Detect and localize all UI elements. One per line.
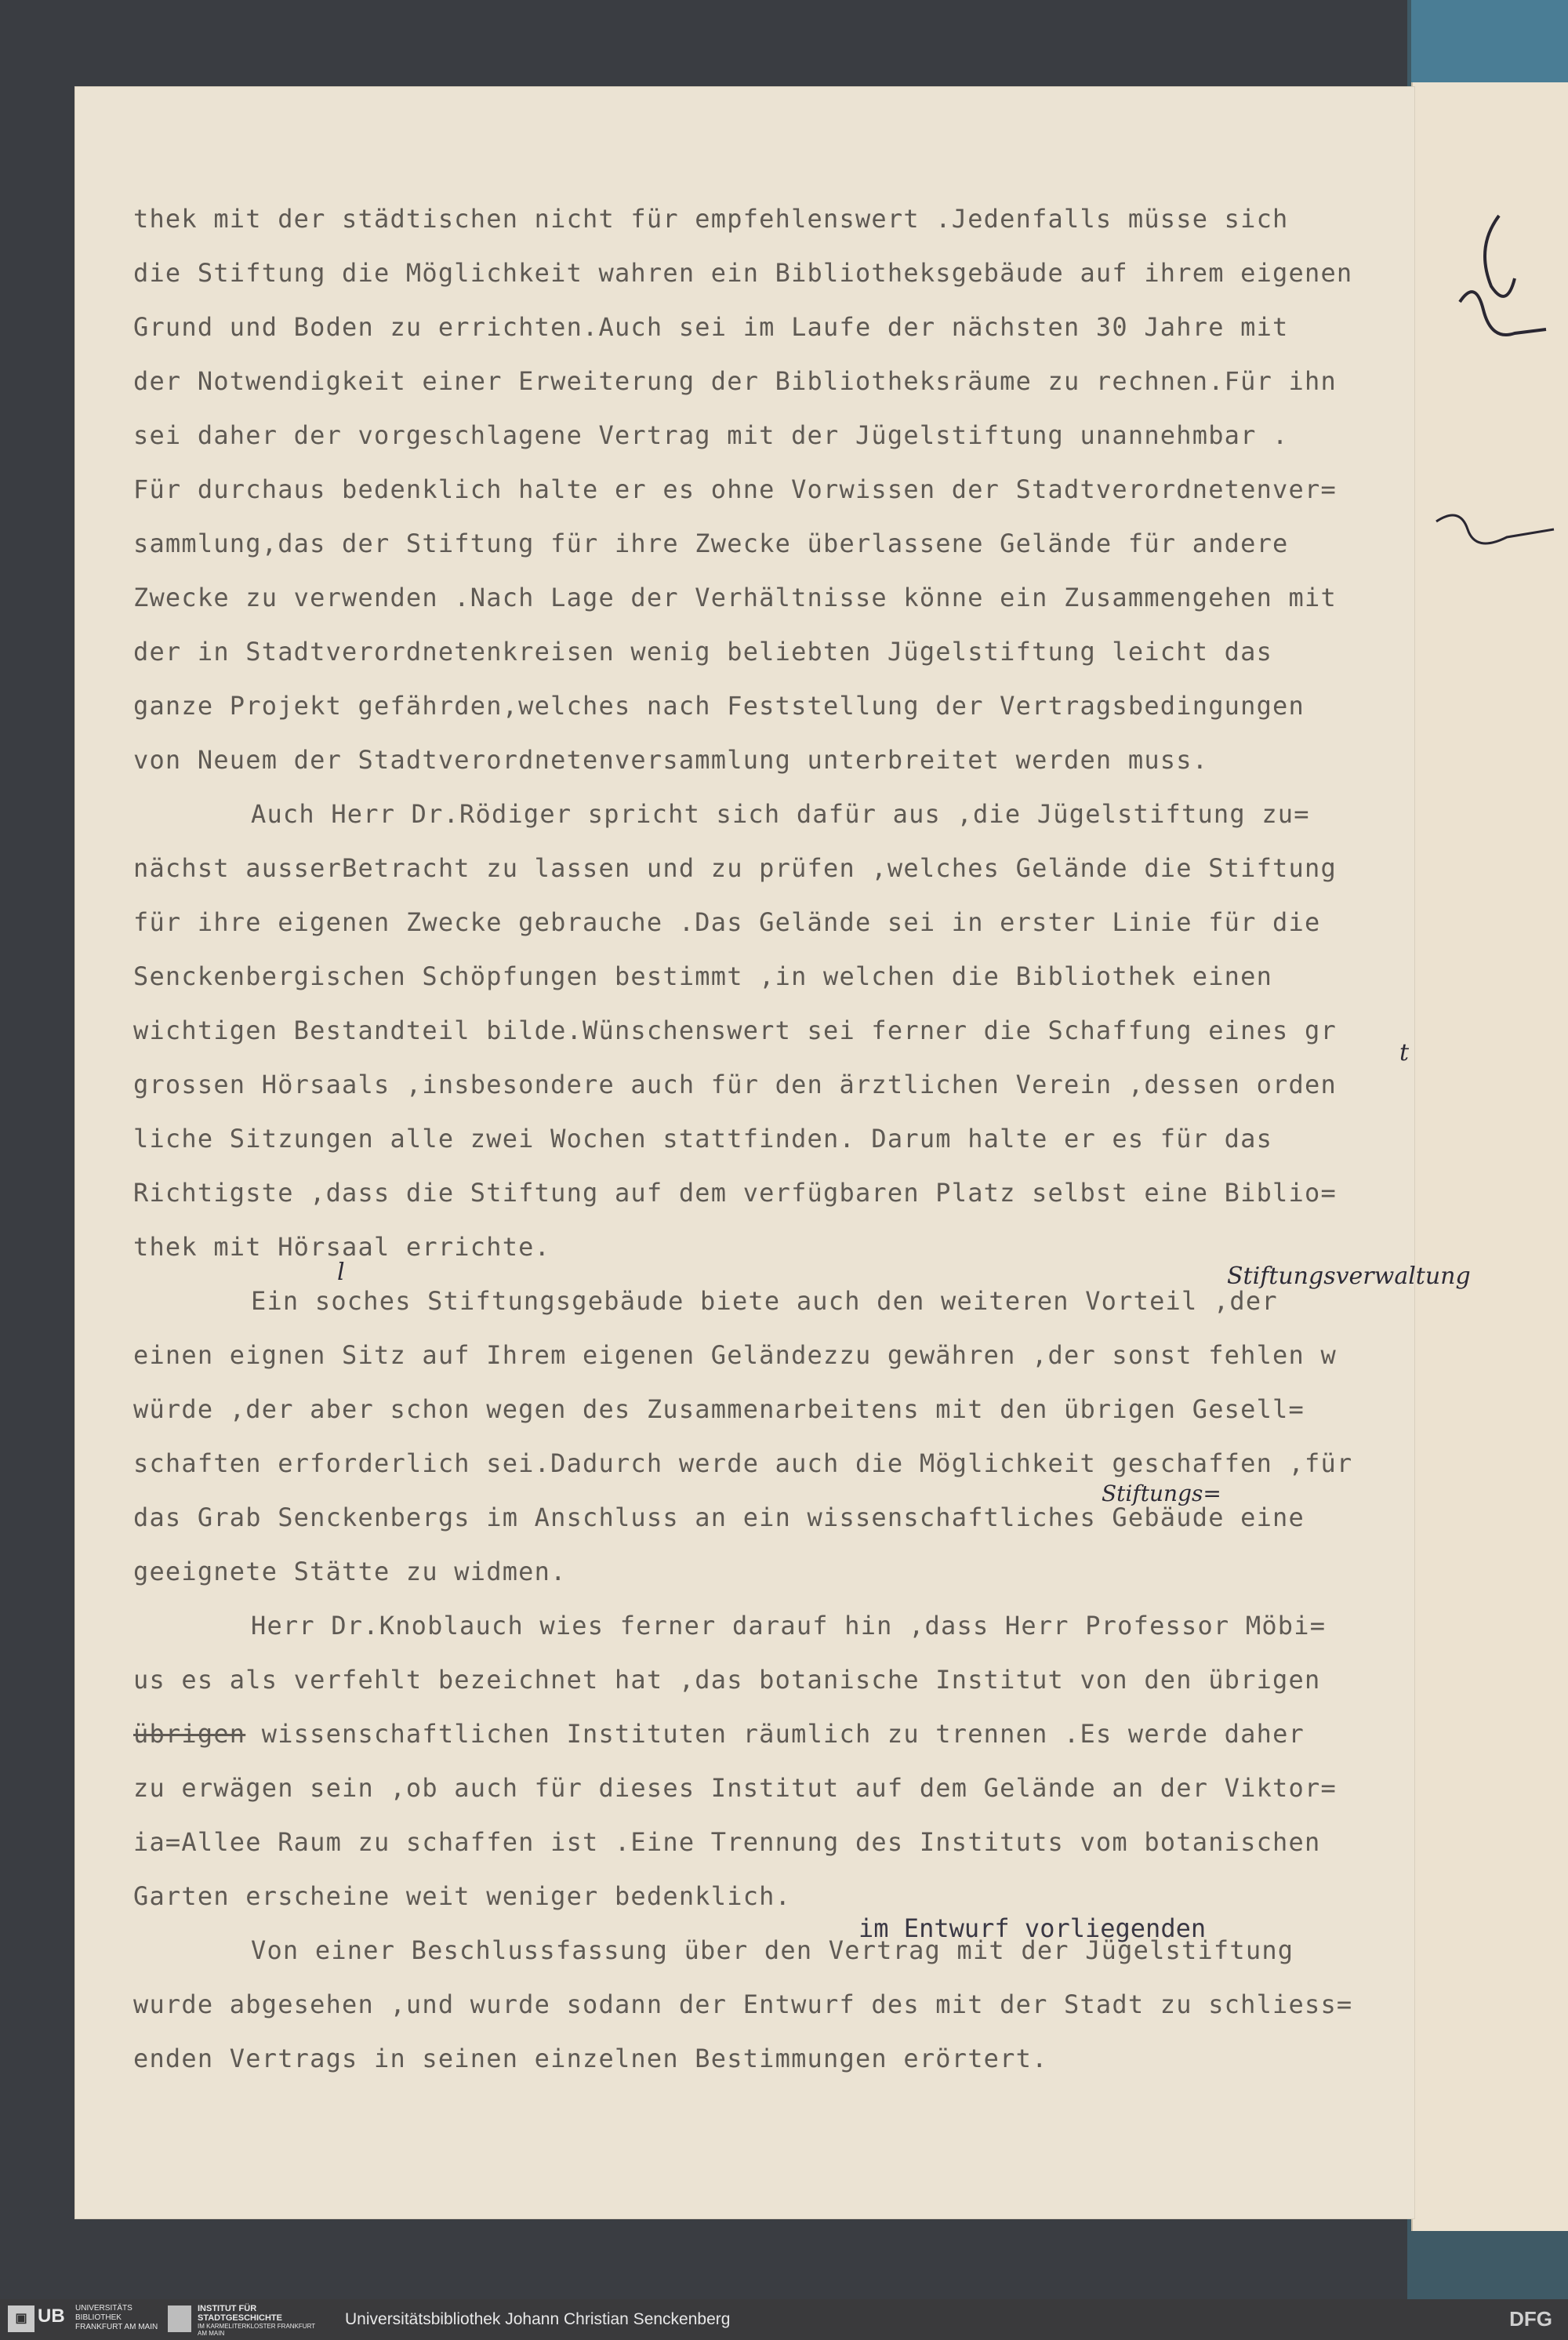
text-line: Von einer Beschlussfassung über den Vertrag mit der Jügelstiftung bbox=[251, 1935, 1294, 1965]
handwritten-stiftungs: Stiftungs= bbox=[1102, 1481, 1221, 1506]
text-line: geeignete Stätte zu widmen. bbox=[133, 1557, 567, 1586]
library-name: Universitätsbibliothek Johann Christian Senckenberg bbox=[345, 2310, 731, 2328]
isg-title: INSTITUT FÜR STADTGESCHICHTE bbox=[198, 2304, 282, 2323]
text-line: ia=Allee Raum zu schaffen ist .Eine Trennung des Instituts vom botanischen bbox=[133, 1827, 1321, 1857]
text-line: wurde abgesehen ,und wurde sodann der Entwurf des mit der Stadt zu schliess= bbox=[133, 1989, 1353, 2019]
text-line: sammlung,das der Stiftung für ihre Zwecke überlassene Gelände für andere bbox=[133, 529, 1289, 558]
text-line: us es als verfehlt bezeichnet hat ,das botanische Institut von den übrigen bbox=[133, 1665, 1321, 1695]
line-remainder: wissenschaftlichen Instituten räumlich zu trennen .Es werde daher bbox=[261, 1719, 1305, 1749]
text-line: zu erwägen sein ,ob auch für dieses Institut auf dem Gelände an der Viktor= bbox=[133, 1773, 1337, 1803]
text-line: würde ,der aber schon wegen des Zusammenarbeitens mit den übrigen Gesell= bbox=[133, 1394, 1305, 1424]
text-line: liche Sitzungen alle zwei Wochen stattfinden. Darum halte er es für das bbox=[133, 1124, 1273, 1154]
text-line: einen eignen Sitz auf Ihrem eigenen Geländezzu gewähren ,der sonst fehlen w bbox=[133, 1340, 1337, 1370]
handwritten-im-entwurf: im Entwurf vorliegenden bbox=[858, 1913, 1207, 1943]
footer-bar bbox=[0, 2299, 1568, 2340]
isg-name bbox=[198, 2304, 323, 2337]
text-line: der in Stadtverordnetenkreisen wenig beliebten Jügelstiftung leicht das bbox=[133, 637, 1273, 667]
text-line: Senckenbergischen Schöpfungen bestimmt ,in welchen die Bibliothek einen bbox=[133, 961, 1273, 991]
text-line: Grund und Boden zu errichten.Auch sei im Laufe der nächsten 30 Jahre mit bbox=[133, 312, 1289, 342]
handwritten-insertion-l: l bbox=[337, 1259, 345, 1286]
text-line: der Notwendigkeit einer Erweiterung der Bibliotheksräume zu rechnen.Für ihn bbox=[133, 366, 1337, 396]
typescript-text bbox=[133, 192, 1419, 2086]
text-line: schaften erforderlich sei.Dadurch werde auch die Möglichkeit geschaffen ,für bbox=[133, 1448, 1353, 1478]
handwritten-insertion-t: t bbox=[1399, 1039, 1410, 1066]
text-line bbox=[133, 1707, 1419, 1761]
struck-word: übrigen bbox=[133, 1719, 246, 1749]
text-line: Für durchaus bedenklich halte er es ohne Vorwissen der Stadtverordnetenver= bbox=[133, 474, 1337, 504]
adjacent-page-edge bbox=[1411, 82, 1568, 2231]
text-line: Richtigste ,dass die Stiftung auf dem verfügbaren Platz selbst eine Biblio= bbox=[133, 1178, 1337, 1208]
text-line: enden Vertrags in seinen einzelnen Bestimmungen erörtert. bbox=[133, 2044, 1048, 2073]
handwritten-stiftungsverwaltung: Stiftungsverwaltung bbox=[1227, 1263, 1471, 1290]
text-line: nächst ausserBetracht zu lassen und zu prüfen ,welches Gelände die Stiftung bbox=[133, 853, 1337, 883]
text-line: grossen Hörsaals ,insbesondere auch für den ärztlichen Verein ,dessen orden bbox=[133, 1070, 1337, 1099]
ub-logo-icon: ▣ bbox=[8, 2305, 34, 2332]
text-line: Auch Herr Dr.Rödiger spricht sich dafür aus ,die Jügelstiftung zu= bbox=[251, 799, 1310, 829]
text-line: die Stiftung die Möglichkeit wahren ein Bibliotheksgebäude auf ihrem eigenen bbox=[133, 258, 1353, 288]
isg-subtitle: IM KARMELITERKLOSTER FRANKFURT AM MAIN bbox=[198, 2323, 315, 2337]
text-line: das Grab Senckenbergs im Anschluss an ein wissenschaftliches Gebäude eine bbox=[133, 1502, 1305, 1532]
ub-long-name: UNIVERSITÄTS BIBLIOTHEK FRANKFURT AM MAIN bbox=[75, 2304, 158, 2331]
ub-short-name: UB bbox=[38, 2305, 65, 2327]
adjacent-page-handwriting bbox=[1413, 82, 1568, 553]
text-line: Ein soches Stiftungsgebäude biete auch den weiteren Vorteil ,der bbox=[251, 1286, 1278, 1316]
text-line: sei daher der vorgeschlagene Vertrag mit der Jügelstiftung unannehmbar . bbox=[133, 420, 1289, 450]
text-line: thek mit Hörsaal errichte. bbox=[133, 1232, 551, 1262]
text-line: wichtigen Bestandteil bilde.Wünschenswert sei ferner die Schaffung eines gr bbox=[133, 1016, 1337, 1045]
text-line: thek mit der städtischen nicht für empfehlenswert .Jedenfalls müsse sich bbox=[133, 204, 1289, 234]
text-line: für ihre eigenen Zwecke gebrauche .Das Gelände sei in erster Linie für die bbox=[133, 907, 1321, 937]
dfg-logo: DFG bbox=[1509, 2307, 1552, 2331]
blue-cover-edge bbox=[1411, 0, 1568, 94]
text-line: Zwecke zu verwenden .Nach Lage der Verhältnisse könne ein Zusammengehen mit bbox=[133, 583, 1337, 612]
text-line: Herr Dr.Knoblauch wies ferner darauf hin ,dass Herr Professor Möbi= bbox=[251, 1611, 1327, 1641]
isg-logo-icon bbox=[168, 2305, 191, 2332]
text-line: von Neuem der Stadtverordnetenversammlung unterbreitet werden muss. bbox=[133, 745, 1209, 775]
text-line: ganze Projekt gefährden,welches nach Feststellung der Vertragsbedingungen bbox=[133, 691, 1305, 721]
text-line: Garten erscheine weit weniger bedenklich. bbox=[133, 1881, 792, 1911]
